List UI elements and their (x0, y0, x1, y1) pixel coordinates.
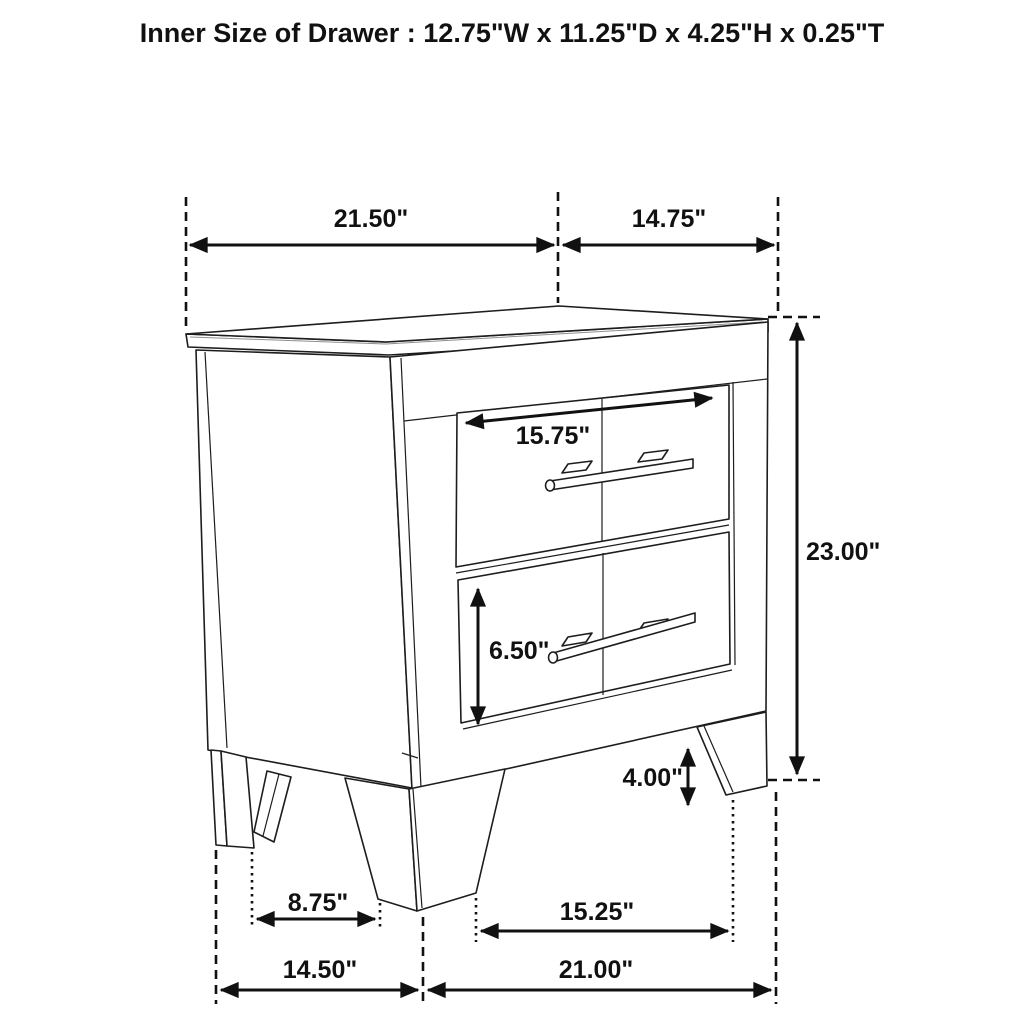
dim-top-width-label: 21.50" (333, 205, 409, 233)
dim-front-footprint-label: 21.00" (558, 956, 634, 984)
side-panel (196, 350, 412, 788)
dim-drawer-height-label: 6.50" (489, 637, 550, 665)
dim-height-label: 23.00" (806, 538, 881, 566)
dim-side-footprint-label: 14.50" (282, 956, 358, 984)
dim-leg-height-label: 4.00" (622, 764, 683, 792)
dim-drawer-width-label: 15.75" (515, 422, 591, 450)
dim-top-depth-label: 14.75" (631, 205, 707, 233)
dim-front-span-label: 15.25" (559, 898, 635, 926)
dim-side-gap-label: 8.75" (287, 889, 349, 917)
diagram-title: Inner Size of Drawer : 12.75"W x 11.25"D x 4.25"H x 0.25"T (139, 18, 885, 48)
